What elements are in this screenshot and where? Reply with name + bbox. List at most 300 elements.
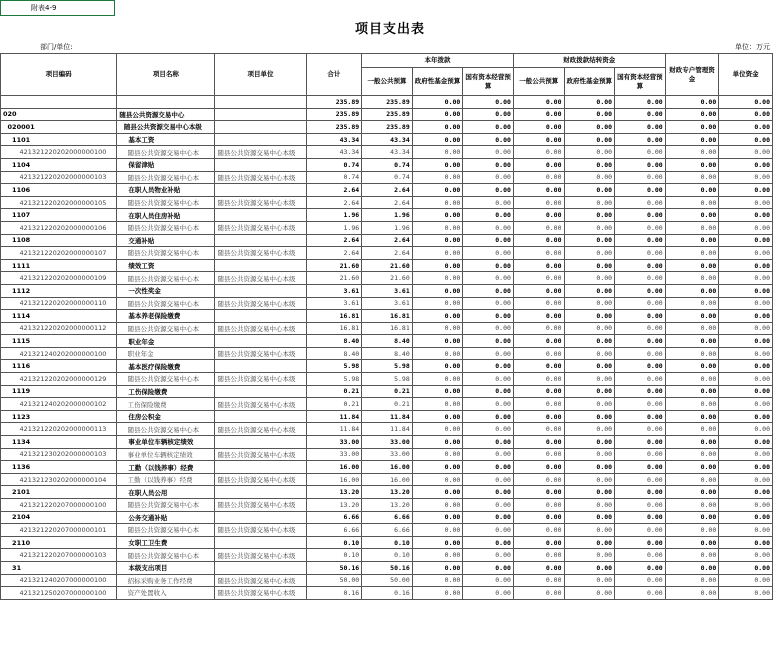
cell-value[interactable]: 0.00	[665, 209, 719, 222]
cell-value[interactable]: 0.10	[306, 536, 362, 549]
cell-value[interactable]: 0.00	[513, 347, 564, 360]
cell-value[interactable]: 0.74	[306, 171, 362, 184]
cell-value[interactable]: 0.00	[719, 587, 773, 600]
cell-name[interactable]: 住房公积金	[117, 410, 215, 423]
table-row[interactable]	[1, 448, 773, 461]
cell-value[interactable]: 0.00	[412, 221, 463, 234]
cell-value[interactable]: 0.00	[564, 448, 615, 461]
cell-name[interactable]: 职业年金	[117, 335, 215, 348]
cell-value[interactable]: 0.00	[463, 209, 514, 222]
cell-value[interactable]: 0.00	[412, 360, 463, 373]
cell-value[interactable]: 0.00	[719, 436, 773, 449]
cell-value[interactable]: 0.00	[564, 335, 615, 348]
table-row[interactable]	[1, 310, 773, 323]
cell-code[interactable]: 1136	[1, 461, 117, 474]
cell-value[interactable]: 0.00	[665, 373, 719, 386]
cell-value[interactable]: 50.00	[306, 574, 362, 587]
cell-value[interactable]: 0.00	[463, 410, 514, 423]
cell-value[interactable]: 6.66	[306, 524, 362, 537]
cell-value[interactable]: 21.60	[306, 259, 362, 272]
cell-value[interactable]: 13.20	[362, 486, 413, 499]
cell-name[interactable]	[117, 96, 215, 109]
cell-value[interactable]: 0.00	[412, 196, 463, 209]
cell-value[interactable]: 0.00	[412, 410, 463, 423]
cell-value[interactable]: 0.00	[665, 146, 719, 159]
cell-value[interactable]: 0.00	[564, 473, 615, 486]
cell-value[interactable]: 0.00	[719, 146, 773, 159]
table-row[interactable]	[1, 410, 773, 423]
cell-unit[interactable]: 随县公共资源交易中心本级	[215, 423, 306, 436]
cell-value[interactable]: 0.00	[412, 587, 463, 600]
table-row[interactable]	[1, 158, 773, 171]
cell-value[interactable]: 0.00	[665, 96, 719, 109]
cell-value[interactable]: 0.00	[719, 524, 773, 537]
cell-value[interactable]: 0.00	[665, 347, 719, 360]
cell-value[interactable]: 13.20	[362, 499, 413, 512]
cell-name[interactable]: 随县公共资源交易中心本	[117, 221, 215, 234]
cell-value[interactable]: 0.00	[719, 423, 773, 436]
cell-value[interactable]: 5.98	[306, 373, 362, 386]
cell-unit[interactable]: 随县公共资源交易中心本级	[215, 322, 306, 335]
cell-unit[interactable]	[215, 486, 306, 499]
cell-value[interactable]: 0.00	[719, 171, 773, 184]
cell-unit[interactable]: 随县公共资源交易中心本级	[215, 398, 306, 411]
cell-value[interactable]: 0.00	[615, 297, 666, 310]
cell-code[interactable]: 421321220202000000106	[1, 221, 117, 234]
cell-value[interactable]: 0.00	[719, 108, 773, 121]
cell-value[interactable]: 0.00	[564, 549, 615, 562]
cell-code[interactable]: 1101	[1, 133, 117, 146]
cell-value[interactable]: 0.00	[412, 209, 463, 222]
cell-value[interactable]: 0.00	[719, 398, 773, 411]
cell-name[interactable]: 随县公共资源交易中心本	[117, 146, 215, 159]
cell-value[interactable]: 0.00	[564, 398, 615, 411]
cell-value[interactable]: 0.00	[615, 398, 666, 411]
cell-value[interactable]: 0.00	[412, 524, 463, 537]
cell-name[interactable]: 随县公共资源交易中心本	[117, 272, 215, 285]
cell-value[interactable]: 0.00	[463, 373, 514, 386]
cell-unit[interactable]: 随县公共资源交易中心本级	[215, 221, 306, 234]
cell-value[interactable]: 0.00	[615, 196, 666, 209]
cell-value[interactable]: 0.00	[719, 322, 773, 335]
cell-value[interactable]: 16.81	[362, 310, 413, 323]
cell-value[interactable]: 0.00	[463, 146, 514, 159]
cell-value[interactable]: 0.21	[306, 398, 362, 411]
cell-value[interactable]: 11.84	[306, 410, 362, 423]
cell-value[interactable]: 0.00	[615, 146, 666, 159]
cell-unit[interactable]	[215, 511, 306, 524]
cell-value[interactable]: 1.96	[306, 209, 362, 222]
cell-unit[interactable]	[215, 310, 306, 323]
cell-name[interactable]: 交通补贴	[117, 234, 215, 247]
cell-value[interactable]: 13.20	[306, 499, 362, 512]
cell-value[interactable]: 33.00	[306, 448, 362, 461]
cell-value[interactable]: 0.00	[615, 234, 666, 247]
table-row[interactable]	[1, 322, 773, 335]
cell-unit[interactable]: 随县公共资源交易中心本级	[215, 574, 306, 587]
cell-value[interactable]: 0.00	[615, 373, 666, 386]
cell-code[interactable]: 421321220202000000109	[1, 272, 117, 285]
cell-value[interactable]: 0.00	[615, 436, 666, 449]
cell-value[interactable]: 0.00	[412, 322, 463, 335]
cell-value[interactable]: 0.00	[412, 347, 463, 360]
table-row[interactable]	[1, 423, 773, 436]
cell-value[interactable]: 0.21	[306, 385, 362, 398]
cell-value[interactable]: 0.00	[615, 587, 666, 600]
cell-value[interactable]: 0.00	[463, 284, 514, 297]
cell-name[interactable]: 事业单位车辆核定绩效	[117, 436, 215, 449]
cell-name[interactable]: 一次性奖金	[117, 284, 215, 297]
cell-value[interactable]: 0.00	[463, 473, 514, 486]
cell-name[interactable]: 随县公共资源交易中心本	[117, 423, 215, 436]
cell-value[interactable]: 0.00	[412, 259, 463, 272]
cell-value[interactable]: 0.00	[513, 398, 564, 411]
cell-code[interactable]: 421321220202000000100	[1, 146, 117, 159]
cell-value[interactable]: 0.00	[615, 536, 666, 549]
table-row[interactable]	[1, 146, 773, 159]
cell-value[interactable]: 0.00	[719, 121, 773, 134]
cell-value[interactable]: 0.00	[615, 549, 666, 562]
cell-value[interactable]: 0.00	[412, 373, 463, 386]
cell-name[interactable]: 随县公共资源交易中心本	[117, 196, 215, 209]
cell-value[interactable]: 0.00	[719, 196, 773, 209]
cell-value[interactable]: 0.00	[615, 410, 666, 423]
cell-value[interactable]: 0.00	[719, 360, 773, 373]
cell-value[interactable]: 0.00	[615, 511, 666, 524]
cell-value[interactable]: 0.00	[412, 146, 463, 159]
cell-value[interactable]: 8.40	[362, 347, 413, 360]
cell-value[interactable]: 0.00	[412, 234, 463, 247]
cell-value[interactable]: 0.00	[463, 310, 514, 323]
cell-value[interactable]: 11.84	[362, 410, 413, 423]
table-row[interactable]	[1, 549, 773, 562]
cell-value[interactable]: 0.00	[719, 133, 773, 146]
cell-value[interactable]: 0.00	[412, 499, 463, 512]
cell-value[interactable]: 235.89	[306, 96, 362, 109]
cell-value[interactable]: 0.00	[513, 284, 564, 297]
cell-value[interactable]: 0.00	[615, 133, 666, 146]
cell-value[interactable]: 0.16	[362, 587, 413, 600]
cell-value[interactable]: 0.00	[463, 234, 514, 247]
cell-value[interactable]: 0.00	[463, 259, 514, 272]
cell-name[interactable]: 随县公共资源交易中心	[117, 108, 215, 121]
cell-value[interactable]: 0.00	[615, 423, 666, 436]
cell-value[interactable]: 0.00	[564, 272, 615, 285]
cell-unit[interactable]	[215, 184, 306, 197]
cell-code[interactable]: 020	[1, 108, 117, 121]
cell-value[interactable]: 0.00	[719, 259, 773, 272]
cell-value[interactable]: 0.00	[719, 536, 773, 549]
cell-name[interactable]: 随县公共资源交易中心本	[117, 499, 215, 512]
cell-value[interactable]: 0.16	[306, 587, 362, 600]
cell-value[interactable]: 0.00	[412, 461, 463, 474]
cell-name[interactable]: 随县公共资源交易中心本	[117, 373, 215, 386]
cell-value[interactable]: 0.00	[463, 423, 514, 436]
table-row[interactable]	[1, 121, 773, 134]
cell-unit[interactable]: 随县公共资源交易中心本级	[215, 587, 306, 600]
cell-value[interactable]: 0.00	[513, 473, 564, 486]
cell-value[interactable]: 0.00	[513, 335, 564, 348]
cell-value[interactable]: 0.00	[665, 133, 719, 146]
cell-value[interactable]: 43.34	[362, 146, 413, 159]
cell-value[interactable]: 0.00	[564, 171, 615, 184]
cell-unit[interactable]	[215, 410, 306, 423]
cell-value[interactable]: 0.00	[412, 536, 463, 549]
cell-value[interactable]: 0.00	[615, 247, 666, 260]
cell-value[interactable]: 0.00	[463, 158, 514, 171]
cell-value[interactable]: 0.00	[463, 511, 514, 524]
cell-name[interactable]: 在职人员物业补贴	[117, 184, 215, 197]
cell-name[interactable]: 在职人员住房补贴	[117, 209, 215, 222]
cell-value[interactable]: 0.00	[513, 436, 564, 449]
cell-value[interactable]: 21.60	[306, 272, 362, 285]
cell-value[interactable]: 0.00	[513, 146, 564, 159]
cell-value[interactable]: 0.00	[463, 587, 514, 600]
cell-value[interactable]: 0.00	[412, 297, 463, 310]
cell-value[interactable]: 0.00	[665, 196, 719, 209]
table-row[interactable]	[1, 486, 773, 499]
cell-value[interactable]: 3.61	[306, 297, 362, 310]
table-row[interactable]	[1, 209, 773, 222]
cell-value[interactable]: 0.00	[719, 297, 773, 310]
cell-value[interactable]: 0.00	[463, 549, 514, 562]
cell-value[interactable]: 0.00	[719, 158, 773, 171]
cell-value[interactable]: 0.00	[665, 335, 719, 348]
cell-value[interactable]: 0.00	[564, 184, 615, 197]
cell-value[interactable]: 0.00	[513, 561, 564, 574]
cell-value[interactable]: 2.64	[306, 247, 362, 260]
cell-code[interactable]: 421321240207000000100	[1, 574, 117, 587]
cell-code[interactable]: 421321230202000000103	[1, 448, 117, 461]
cell-value[interactable]: 0.00	[513, 272, 564, 285]
cell-value[interactable]: 0.10	[362, 536, 413, 549]
cell-value[interactable]: 0.00	[615, 221, 666, 234]
cell-value[interactable]: 3.61	[362, 297, 413, 310]
selected-cell[interactable]: 附表4-9	[0, 0, 115, 16]
cell-value[interactable]: 2.64	[362, 196, 413, 209]
cell-value[interactable]: 0.00	[513, 158, 564, 171]
cell-code[interactable]: 421321250207000000100	[1, 587, 117, 600]
cell-value[interactable]: 0.00	[719, 561, 773, 574]
cell-value[interactable]: 0.00	[513, 221, 564, 234]
cell-value[interactable]: 0.00	[564, 209, 615, 222]
cell-value[interactable]: 0.00	[564, 499, 615, 512]
cell-value[interactable]: 0.00	[719, 461, 773, 474]
cell-unit[interactable]	[215, 121, 306, 134]
cell-value[interactable]: 2.64	[362, 247, 413, 260]
cell-value[interactable]: 0.00	[513, 461, 564, 474]
cell-value[interactable]: 0.00	[665, 272, 719, 285]
cell-value[interactable]: 0.00	[513, 310, 564, 323]
cell-value[interactable]: 0.00	[564, 360, 615, 373]
cell-value[interactable]: 0.00	[513, 184, 564, 197]
cell-code[interactable]: 1108	[1, 234, 117, 247]
cell-value[interactable]: 0.00	[463, 461, 514, 474]
cell-value[interactable]: 2.64	[306, 196, 362, 209]
cell-value[interactable]: 0.00	[719, 284, 773, 297]
cell-value[interactable]: 0.00	[412, 133, 463, 146]
cell-value[interactable]: 0.74	[306, 158, 362, 171]
cell-value[interactable]: 0.00	[463, 247, 514, 260]
cell-value[interactable]: 0.00	[615, 108, 666, 121]
cell-value[interactable]: 0.00	[665, 234, 719, 247]
cell-code[interactable]: 1111	[1, 259, 117, 272]
cell-name[interactable]: 本级支出项目	[117, 561, 215, 574]
table-row[interactable]	[1, 561, 773, 574]
cell-name[interactable]: 随县公共资源交易中心本	[117, 322, 215, 335]
cell-value[interactable]: 0.00	[615, 158, 666, 171]
cell-unit[interactable]	[215, 259, 306, 272]
cell-value[interactable]: 0.00	[564, 436, 615, 449]
table-row[interactable]	[1, 96, 773, 109]
cell-value[interactable]: 0.00	[564, 511, 615, 524]
cell-code[interactable]: 1119	[1, 385, 117, 398]
cell-value[interactable]: 0.00	[564, 524, 615, 537]
cell-unit[interactable]: 随县公共资源交易中心本级	[215, 272, 306, 285]
cell-unit[interactable]	[215, 536, 306, 549]
cell-value[interactable]: 43.34	[306, 146, 362, 159]
cell-value[interactable]: 0.00	[513, 196, 564, 209]
cell-value[interactable]: 0.00	[719, 96, 773, 109]
cell-value[interactable]: 0.00	[719, 310, 773, 323]
cell-value[interactable]: 0.00	[665, 448, 719, 461]
cell-value[interactable]: 0.00	[719, 486, 773, 499]
table-row[interactable]	[1, 108, 773, 121]
cell-name[interactable]: 女职工卫生费	[117, 536, 215, 549]
cell-value[interactable]: 0.74	[362, 171, 413, 184]
cell-value[interactable]: 0.00	[719, 221, 773, 234]
cell-value[interactable]: 0.00	[665, 398, 719, 411]
cell-unit[interactable]: 随县公共资源交易中心本级	[215, 499, 306, 512]
cell-unit[interactable]: 随县公共资源交易中心本级	[215, 347, 306, 360]
cell-value[interactable]: 0.00	[615, 473, 666, 486]
cell-code[interactable]: 421321230202000000104	[1, 473, 117, 486]
cell-value[interactable]: 0.00	[513, 511, 564, 524]
table-row[interactable]	[1, 360, 773, 373]
cell-value[interactable]: 50.16	[362, 561, 413, 574]
cell-value[interactable]: 0.00	[564, 297, 615, 310]
table-row[interactable]	[1, 335, 773, 348]
table-row[interactable]	[1, 511, 773, 524]
cell-unit[interactable]: 随县公共资源交易中心本级	[215, 524, 306, 537]
cell-value[interactable]: 0.00	[513, 423, 564, 436]
cell-value[interactable]: 0.00	[463, 196, 514, 209]
cell-name[interactable]: 基本养老保险缴费	[117, 310, 215, 323]
cell-unit[interactable]	[215, 335, 306, 348]
cell-value[interactable]: 0.00	[665, 461, 719, 474]
cell-value[interactable]: 16.00	[306, 461, 362, 474]
table-row[interactable]	[1, 436, 773, 449]
cell-value[interactable]: 0.00	[513, 297, 564, 310]
cell-value[interactable]: 0.00	[719, 511, 773, 524]
cell-value[interactable]: 0.00	[719, 499, 773, 512]
cell-code[interactable]: 421321220207000000101	[1, 524, 117, 537]
cell-value[interactable]: 0.00	[615, 561, 666, 574]
cell-value[interactable]: 0.00	[615, 310, 666, 323]
cell-value[interactable]: 0.00	[513, 96, 564, 109]
cell-value[interactable]: 2.64	[362, 184, 413, 197]
cell-value[interactable]: 5.98	[362, 360, 413, 373]
cell-value[interactable]: 0.00	[719, 410, 773, 423]
cell-unit[interactable]: 随县公共资源交易中心本级	[215, 146, 306, 159]
cell-value[interactable]: 0.00	[463, 561, 514, 574]
cell-value[interactable]: 0.00	[665, 561, 719, 574]
table-row[interactable]	[1, 196, 773, 209]
cell-value[interactable]: 0.00	[412, 121, 463, 134]
cell-value[interactable]: 0.00	[463, 184, 514, 197]
cell-value[interactable]: 0.00	[463, 108, 514, 121]
cell-value[interactable]: 0.00	[513, 410, 564, 423]
cell-value[interactable]: 0.00	[513, 108, 564, 121]
cell-name[interactable]: 工伤保险缴费	[117, 398, 215, 411]
table-row[interactable]	[1, 473, 773, 486]
cell-code[interactable]: 020001	[1, 121, 117, 134]
cell-code[interactable]: 421321220202000000129	[1, 373, 117, 386]
cell-name[interactable]: 基本工资	[117, 133, 215, 146]
cell-value[interactable]: 0.00	[615, 385, 666, 398]
cell-value[interactable]: 0.00	[412, 310, 463, 323]
cell-value[interactable]: 6.66	[362, 511, 413, 524]
cell-name[interactable]: 在职人员公用	[117, 486, 215, 499]
cell-value[interactable]: 0.00	[615, 272, 666, 285]
cell-value[interactable]: 0.00	[665, 436, 719, 449]
cell-value[interactable]: 0.00	[412, 574, 463, 587]
cell-value[interactable]: 0.00	[463, 536, 514, 549]
cell-value[interactable]: 0.00	[615, 96, 666, 109]
cell-value[interactable]: 0.10	[306, 549, 362, 562]
cell-value[interactable]: 0.00	[665, 297, 719, 310]
cell-value[interactable]: 0.00	[615, 486, 666, 499]
cell-value[interactable]: 0.00	[719, 184, 773, 197]
cell-unit[interactable]	[215, 133, 306, 146]
cell-value[interactable]: 0.00	[665, 423, 719, 436]
cell-value[interactable]: 0.00	[513, 322, 564, 335]
cell-value[interactable]: 0.00	[513, 133, 564, 146]
cell-value[interactable]: 50.16	[306, 561, 362, 574]
cell-value[interactable]: 0.00	[665, 360, 719, 373]
cell-value[interactable]: 0.00	[463, 524, 514, 537]
cell-value[interactable]: 0.00	[412, 247, 463, 260]
cell-name[interactable]: 工勤（以钱养事）经费	[117, 461, 215, 474]
cell-value[interactable]: 0.00	[719, 209, 773, 222]
cell-code[interactable]: 1112	[1, 284, 117, 297]
cell-value[interactable]: 0.00	[412, 436, 463, 449]
cell-value[interactable]: 0.00	[564, 158, 615, 171]
cell-value[interactable]: 235.89	[362, 121, 413, 134]
cell-value[interactable]: 0.00	[564, 108, 615, 121]
cell-value[interactable]: 0.00	[412, 561, 463, 574]
table-row[interactable]	[1, 272, 773, 285]
table-row[interactable]	[1, 133, 773, 146]
cell-value[interactable]: 235.89	[306, 121, 362, 134]
cell-value[interactable]: 0.00	[513, 209, 564, 222]
cell-code[interactable]: 421321220202000000103	[1, 171, 117, 184]
cell-value[interactable]: 0.00	[463, 436, 514, 449]
cell-value[interactable]: 0.00	[665, 247, 719, 260]
cell-value[interactable]: 0.00	[513, 171, 564, 184]
cell-unit[interactable]: 随县公共资源交易中心本级	[215, 171, 306, 184]
cell-name[interactable]: 基本医疗保险缴费	[117, 360, 215, 373]
cell-value[interactable]: 0.00	[463, 486, 514, 499]
cell-value[interactable]: 0.21	[362, 385, 413, 398]
cell-value[interactable]: 0.00	[463, 335, 514, 348]
cell-value[interactable]: 0.00	[513, 360, 564, 373]
cell-value[interactable]: 0.00	[665, 284, 719, 297]
cell-value[interactable]: 8.40	[362, 335, 413, 348]
cell-value[interactable]: 235.89	[362, 96, 413, 109]
cell-code[interactable]: 1134	[1, 436, 117, 449]
cell-value[interactable]: 0.00	[513, 486, 564, 499]
